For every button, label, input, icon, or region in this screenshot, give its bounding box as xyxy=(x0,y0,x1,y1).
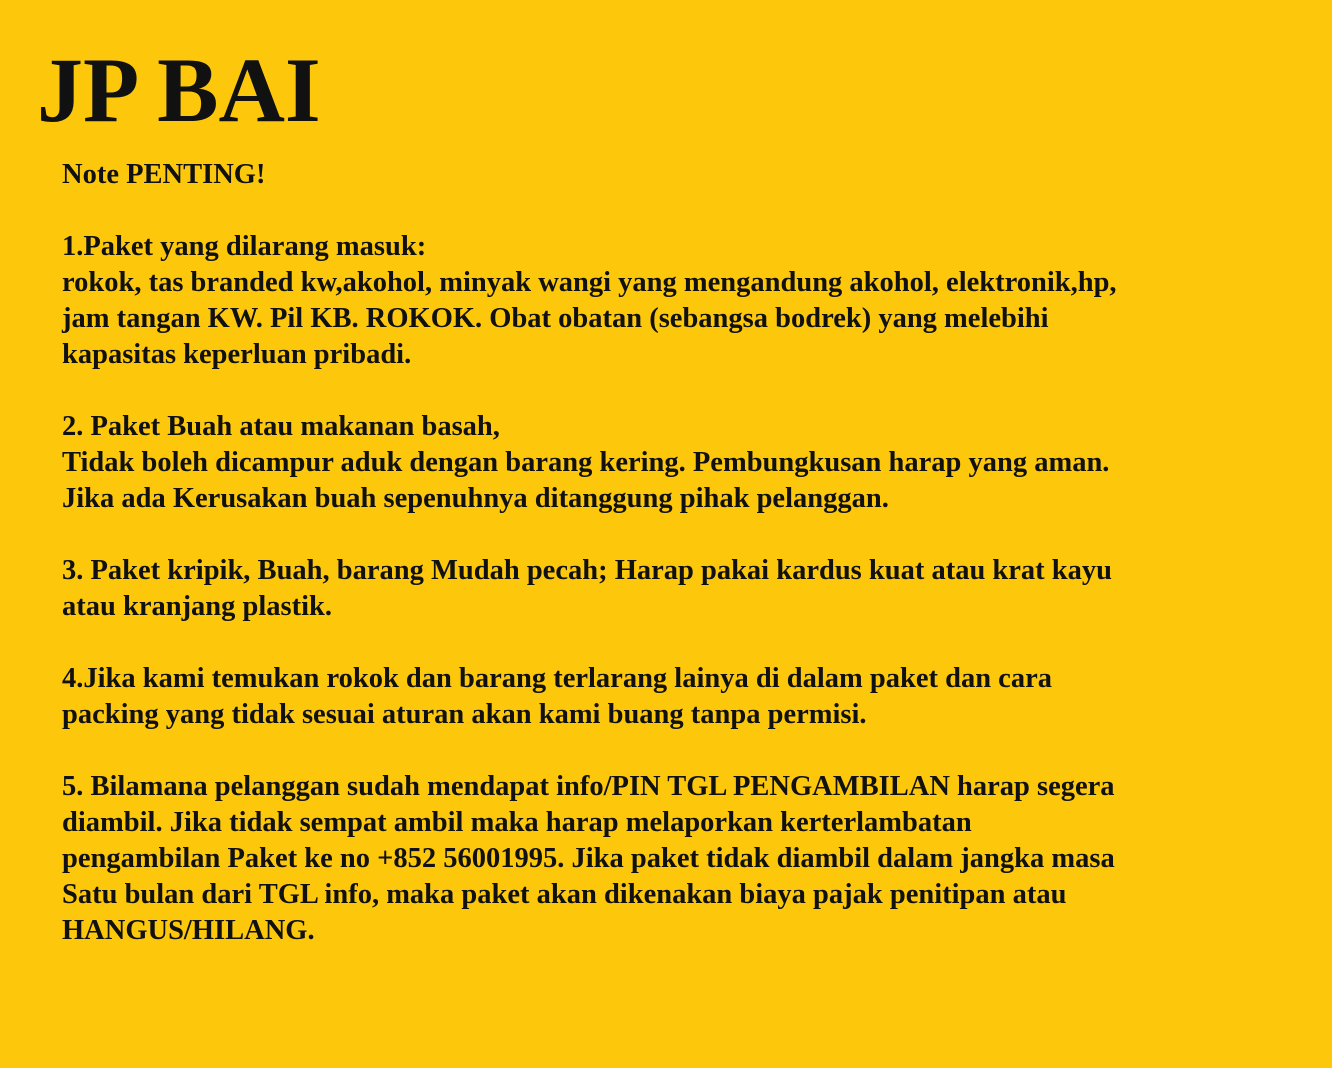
spacer xyxy=(62,193,1302,229)
notice-body xyxy=(62,157,1302,949)
rule-section-4 xyxy=(62,661,1302,733)
rule-2-heading: 2. Paket Buah atau makanan basah, xyxy=(62,411,500,442)
rule-section-2 xyxy=(62,409,1302,517)
rule-1-text-line: kapasitas keperluan pribadi. xyxy=(62,339,412,370)
rule-5-text-line: pengambilan Paket ke no +852 56001995. Jika paket tidak diambil dalam jangka masa xyxy=(62,843,1115,874)
rule-2-text-line: Jika ada Kerusakan buah sepenuhnya ditanggung pihak pelanggan. xyxy=(62,483,889,514)
rule-2-text-line: Tidak boleh dicampur aduk dengan barang kering. Pembungkusan harap yang aman. xyxy=(62,447,1110,478)
rule-5-text-line: 5. Bilamana pelanggan sudah mendapat info/PIN TGL PENGAMBILAN harap segera xyxy=(62,771,1115,802)
rule-5-text-line: Satu bulan dari TGL info, maka paket akan dikenakan biaya pajak penitipan atau xyxy=(62,879,1067,910)
rule-1-text-line: jam tangan KW. Pil KB. ROKOK. Obat obatan (sebangsa bodrek) yang melebihi xyxy=(62,303,1049,334)
note-heading: Note PENTING! xyxy=(62,159,266,190)
rule-1-text-line: rokok, tas branded kw,akohol, minyak wangi yang mengandung akohol, elektronik,hp, xyxy=(62,267,1117,298)
spacer xyxy=(62,625,1302,661)
rule-section-5 xyxy=(62,769,1302,949)
rule-5-text-line: HANGUS/HILANG. xyxy=(62,915,315,946)
rule-3-text-line: atau kranjang plastik. xyxy=(62,591,333,622)
spacer xyxy=(62,373,1302,409)
rule-4-text-line: packing yang tidak sesuai aturan akan kami buang tanpa permisi. xyxy=(62,699,867,730)
spacer xyxy=(62,733,1302,769)
rule-section-1 xyxy=(62,229,1302,373)
rule-1-heading: 1.Paket yang dilarang masuk: xyxy=(62,231,427,262)
rule-5-text-line: diambil. Jika tidak sempat ambil maka harap melaporkan kerterlambatan xyxy=(62,807,972,838)
page-title: JP BAI xyxy=(37,39,321,141)
rule-4-text-line: 4.Jika kami temukan rokok dan barang terlarang lainya di dalam paket dan cara xyxy=(62,663,1052,694)
rule-section-3 xyxy=(62,553,1302,625)
spacer xyxy=(62,517,1302,553)
rule-3-text-line: 3. Paket kripik, Buah, barang Mudah pecah; Harap pakai kardus kuat atau krat kayu xyxy=(62,555,1112,586)
